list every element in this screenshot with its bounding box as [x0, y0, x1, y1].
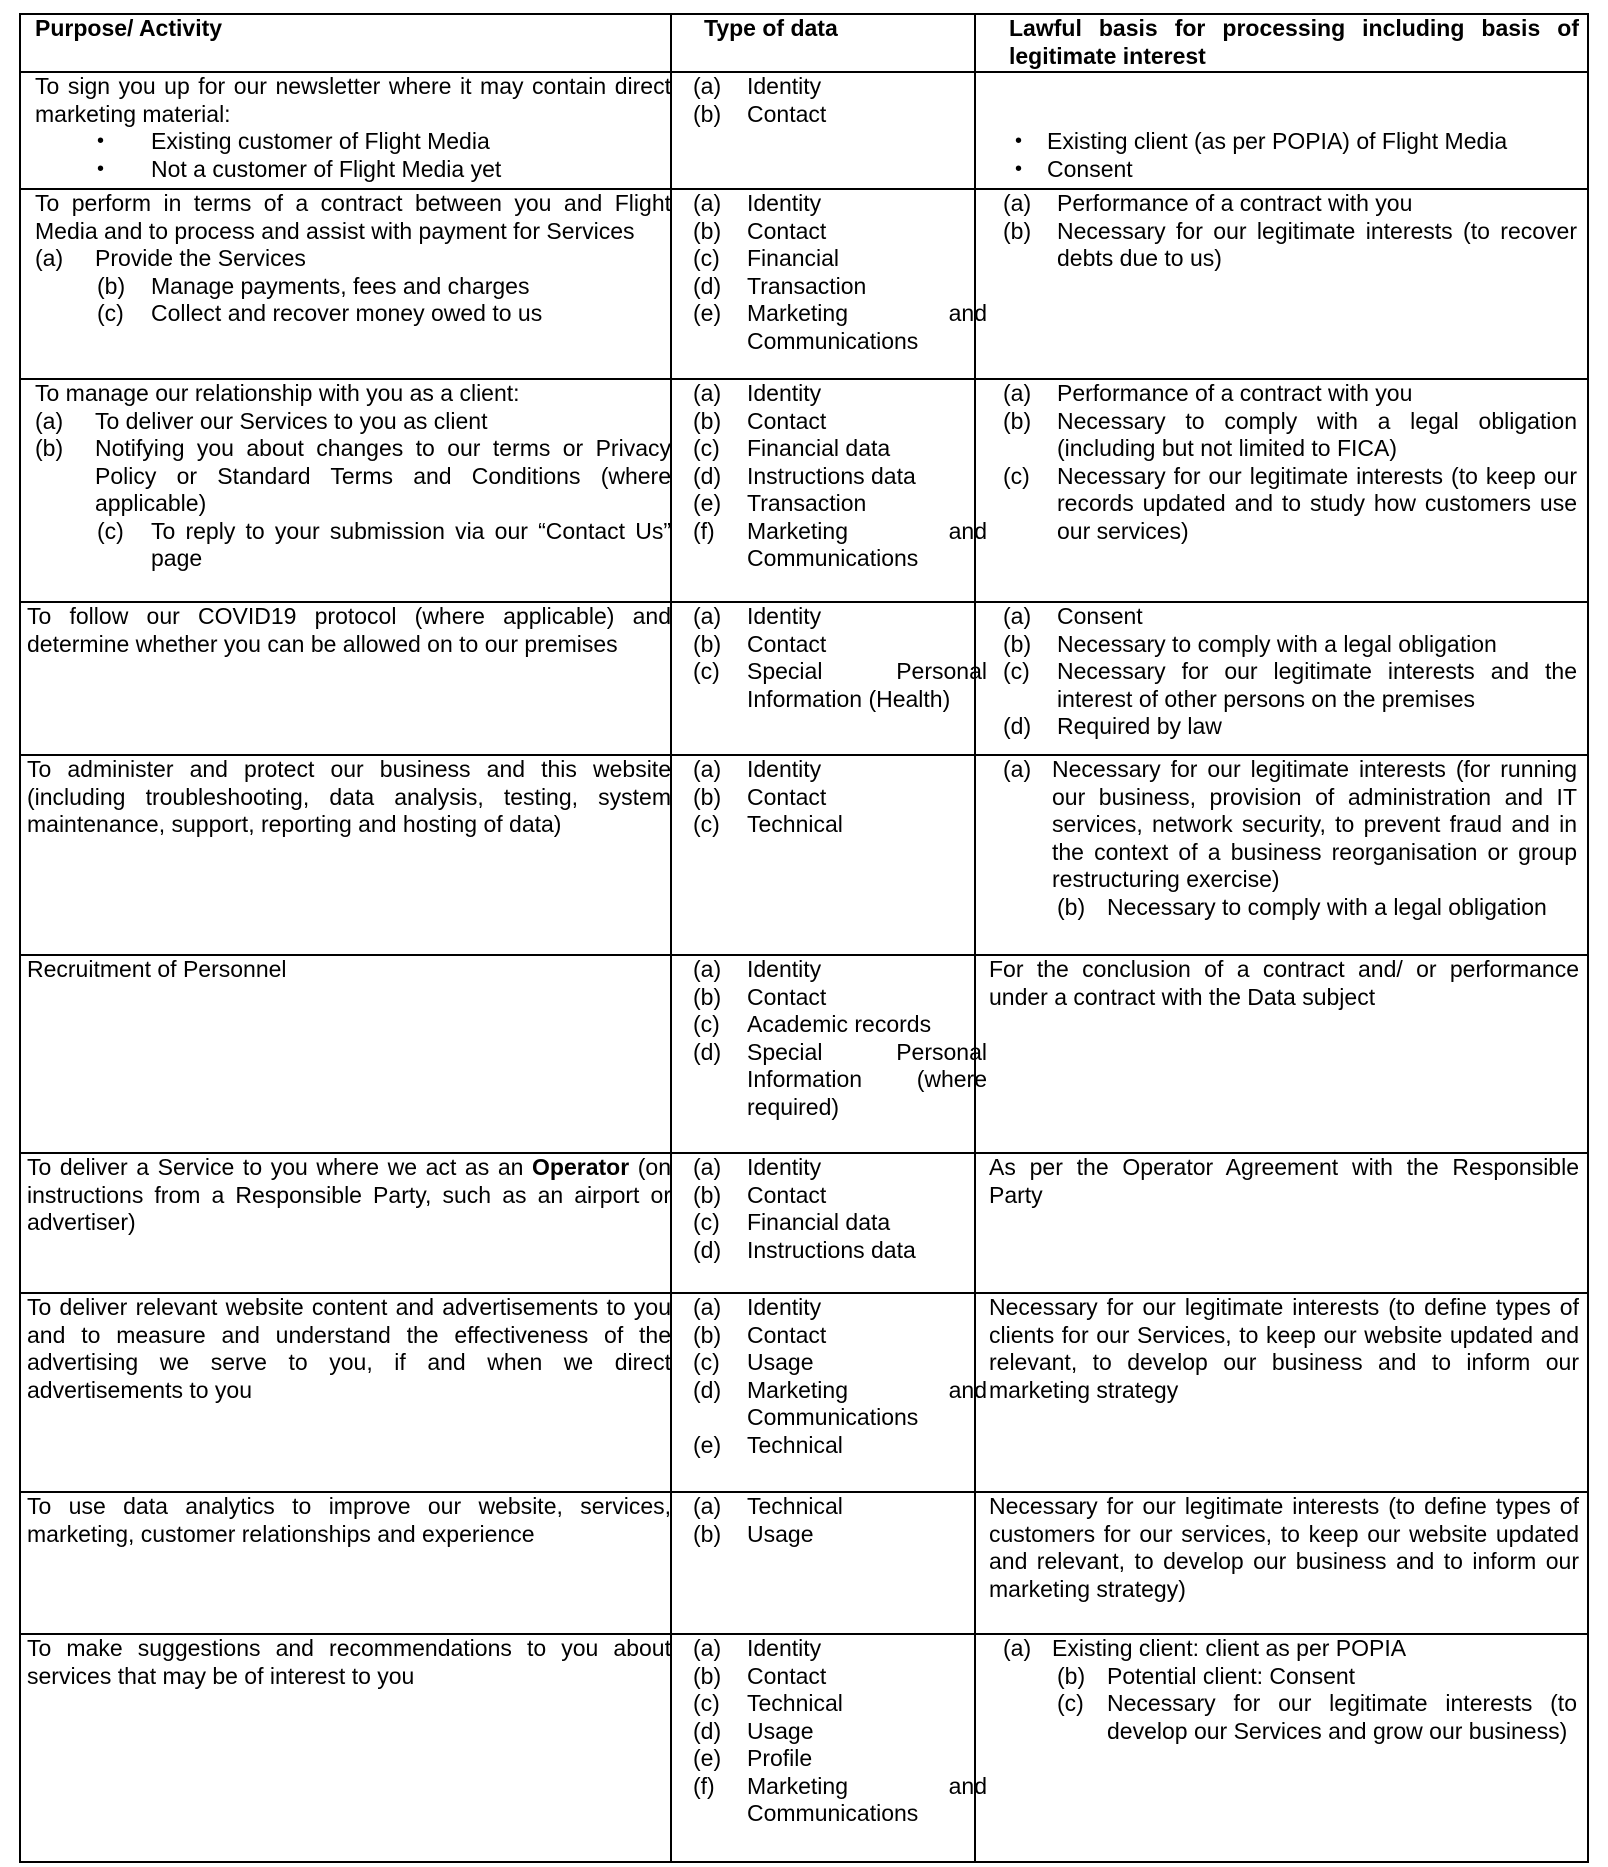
data-item: (c) Financial data [693, 435, 891, 461]
row-divider [19, 754, 1589, 756]
basis-item: (a) Consent [1003, 603, 1143, 629]
data-item: (b) Contact [693, 100, 827, 127]
row-1-purpose-item: (b) Manage payments, fees and charges [97, 272, 530, 299]
data-item: (e) Marketing and Communications [693, 300, 987, 354]
row-3-purpose-text: To follow our COVID19 protocol (where applicable) and determine whether you can be allowed on to our premises [27, 603, 671, 657]
data-item: (c) Financial [693, 245, 840, 271]
row-5-basis-text: For the conclusion of a contract and/ or performance under a contract with the Data subject [989, 956, 1579, 1010]
row-0-purpose-item: • Existing customer of Flight Media [97, 128, 490, 154]
row-2-purpose-item: (b) Notifying you about changes to our terms or Privacy Policy or Standard Terms and Conditions (where applicable) [35, 435, 671, 516]
basis-item: • Existing client (as per POPIA) of Flight Media [1015, 128, 1508, 154]
data-processing-table [19, 13, 1589, 1863]
data-item: (c) Technical [693, 1690, 843, 1716]
data-item: (c) Special Personal Information (Health) [693, 658, 987, 712]
data-item: (d) Usage [693, 1717, 814, 1744]
row-8-purpose-text: To use data analytics to improve our website, services, marketing, customer relationships and experience [27, 1493, 671, 1547]
table-border [19, 13, 1589, 1863]
row-divider [19, 71, 1589, 73]
data-item: (b) Contact [693, 1662, 827, 1689]
data-item: (b) Contact [693, 630, 827, 657]
bullet-icon: • [1015, 157, 1023, 180]
data-item: (d) Instructions data [693, 1236, 916, 1263]
row-4-purpose-text: To administer and protect our business and this website (including troubleshooting, data analysis, testing, system maintenance, support, reporting and hosting of data) [27, 756, 671, 837]
data-item: (a) Identity [693, 1635, 822, 1661]
data-item: (c) Technical [693, 811, 843, 837]
basis-item: (c) Necessary for our legitimate interests (to keep our records updated and to study how customers use our services) [1003, 462, 1577, 544]
row-9-purpose-text: To make suggestions and recommendations to you about services that may be of interest to you [27, 1635, 671, 1689]
data-item: (d) Transaction [693, 272, 867, 299]
data-item: (b) Contact [693, 1181, 827, 1208]
row-1-purpose-item: (c) Collect and recover money owed to us [97, 300, 543, 326]
row-0-purpose-item: • Not a customer of Flight Media yet [97, 155, 502, 182]
data-item: (d) Marketing and Communications [693, 1376, 987, 1430]
data-item: (a) Identity [693, 603, 822, 629]
row-7-basis-text: Necessary for our legitimate interests (to define types of clients for our Services, to keep our website updated and relevant, to develop our business and to inform our marketing strategy [989, 1294, 1579, 1403]
bullet-icon: • [97, 130, 105, 152]
data-item: (a) Identity [693, 380, 822, 406]
basis-item: (a) Necessary for our legitimate interests (for running our business, provision of administration and IT services, network security, to prevent fraud and in the context of a business reorganisation or group restructuring exercise) [1003, 756, 1577, 892]
data-item: (d) Instructions data [693, 462, 916, 489]
basis-item: (d) Required by law [1003, 713, 1222, 739]
data-item: (a) Technical [693, 1493, 843, 1519]
basis-item: (c) Necessary for our legitimate interests (to develop our Services and grow our business) [1057, 1690, 1577, 1744]
data-item: (e) Profile [693, 1745, 813, 1771]
basis-item: (a) Existing client: client as per POPIA [1003, 1635, 1407, 1661]
data-item: (d) Special Personal Information (where required) [693, 1038, 987, 1120]
header-type-of-data-text: Type of data [704, 15, 838, 41]
data-item: (a) Identity [693, 1154, 822, 1180]
data-item: (b) Contact [693, 217, 827, 244]
row-8-basis-text: Necessary for our legitimate interests (to define types of customers for our services, to keep our website updated and relevant, to develop our business and to inform our marketing strategy) [989, 1493, 1579, 1602]
row-divider [19, 601, 1589, 603]
data-item: (e) Transaction [693, 490, 867, 516]
basis-item: (c) Necessary for our legitimate interests and the interest of other persons on the premises [1003, 658, 1577, 712]
row-divider [19, 1152, 1589, 1154]
data-item: (a) Identity [693, 956, 822, 982]
row-divider [19, 1292, 1589, 1294]
data-item: (b) Usage [693, 1520, 814, 1547]
row-5-purpose-text: Recruitment of Personnel [27, 956, 287, 982]
data-item: (f) Marketing and Communications [693, 517, 987, 571]
row-divider [19, 378, 1589, 380]
column-divider [670, 13, 672, 1863]
row-divider [19, 1633, 1589, 1635]
basis-item: (a) Performance of a contract with you [1003, 380, 1413, 406]
operator-term: Operator [532, 1154, 630, 1180]
data-item: (c) Academic records [693, 1011, 932, 1037]
bullet-icon: • [1015, 130, 1023, 152]
data-item: (b) Contact [693, 407, 827, 434]
data-item: (a) Identity [693, 190, 822, 216]
column-divider [974, 13, 976, 1863]
row-6-basis-text: As per the Operator Agreement with the Responsible Party [989, 1154, 1579, 1208]
header-lawful-basis-text: Lawful basis for processing including basis of legitimate interest [1009, 15, 1579, 69]
data-item: (f) Marketing and Communications [693, 1772, 987, 1826]
row-2-purpose-item: (a) To deliver our Services to you as client [35, 407, 488, 434]
data-item: (a) Identity [693, 73, 822, 99]
row-2-purpose-text: To manage our relationship with you as a client: [35, 380, 520, 406]
row-2-purpose-item: (c) To reply to your submission via our “Contact Us” page [97, 517, 671, 571]
data-item: (b) Contact [693, 1321, 827, 1348]
basis-item: (b) Necessary to comply with a legal obligation (including but not limited to FICA) [1003, 407, 1577, 461]
data-item: (c) Usage [693, 1349, 814, 1375]
data-item: (b) Contact [693, 783, 827, 810]
row-7-purpose-text: To deliver relevant website content and advertisements to you and to measure and understand the effectiveness of the advertising we serve to you, if and when we direct advertisements to you [27, 1294, 671, 1403]
data-item: (c) Financial data [693, 1209, 891, 1235]
data-item: (e) Technical [693, 1431, 843, 1458]
row-divider [19, 954, 1589, 956]
row-6-purpose-text: To deliver a Service to you where we act as an Operator (on instructions from a Responsible Party, such as an airport or advertiser) [27, 1154, 671, 1235]
basis-item: • Consent [1015, 155, 1133, 182]
basis-item: (b) Necessary for our legitimate interests (to recover debts due to us) [1003, 217, 1577, 271]
data-item: (b) Contact [693, 983, 827, 1010]
data-item: (a) Identity [693, 756, 822, 782]
basis-item: (b) Necessary to comply with a legal obligation [1003, 630, 1497, 657]
row-divider [19, 188, 1589, 190]
header-purpose-text: Purpose/ Activity [35, 15, 223, 41]
bullet-icon: • [97, 157, 105, 180]
basis-item: (a) Performance of a contract with you [1003, 190, 1413, 216]
data-item: (a) Identity [693, 1294, 822, 1320]
basis-item: (b) Potential client: Consent [1057, 1662, 1356, 1689]
row-1-purpose-item: (a) Provide the Services [35, 245, 306, 271]
row-1-purpose-text: To perform in terms of a contract between you and Flight Media and to process and assist with payment for Services [35, 190, 671, 244]
row-0-purpose-text: To sign you up for our newsletter where it may contain direct marketing material: [35, 73, 671, 127]
row-divider [19, 1491, 1589, 1493]
basis-item: (b) Necessary to comply with a legal obligation [1057, 893, 1547, 920]
